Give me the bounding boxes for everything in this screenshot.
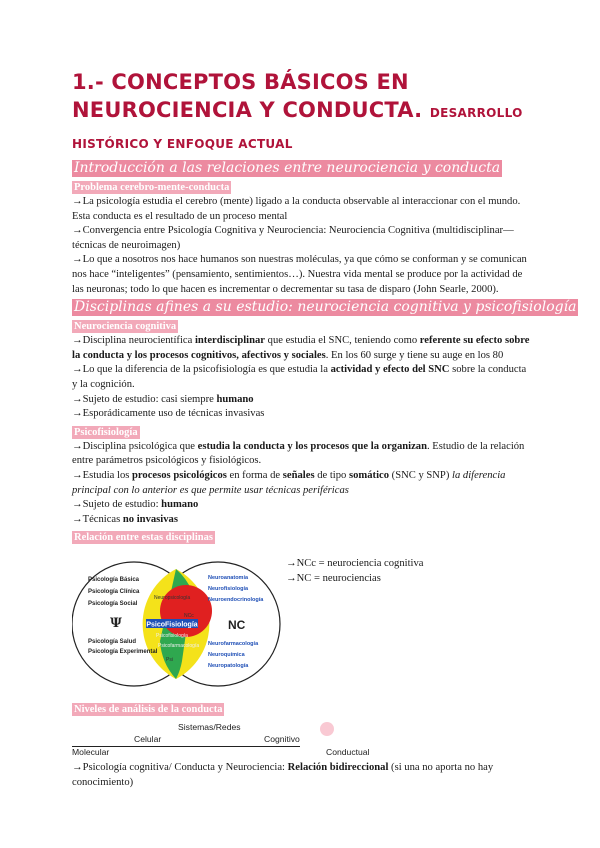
venn-red-circle: [160, 585, 212, 637]
venn-left-item-0: Psicología Básica: [88, 577, 140, 584]
levels-scale: [72, 719, 532, 761]
venn-diagram: [72, 551, 282, 697]
page-title: [72, 68, 532, 158]
title-subtitle: DESARROLLO HISTÓRICO Y ENFOQUE ACTUAL: [72, 106, 523, 151]
venn-left-item-2: Psicología Social: [88, 601, 138, 608]
paragraph-intro-1: → La psicología estudia el cerebro (mente) ligado a la conducta observable al interaccionar con el mundo. Esta conducta es el resultado de un proceso mental: [72, 195, 532, 224]
section-heading-disciplines: Disciplinas afines a su estudio: neurociencia cognitiva y psicofisiología: [74, 299, 577, 316]
venn-notes: [286, 557, 423, 586]
venn-right-item-5: Neuropatología: [208, 663, 249, 670]
paragraph-nc-2: → Lo que la diferencia de la psicofisiología es que estudia la actividad y efecto del SNC sobre la conducta y la cognición.: [72, 363, 532, 392]
venn-right-item-3: Neurofarmacología: [208, 641, 259, 648]
paragraph-intro-3: → Lo que a nosotros nos hace humanos son nuestras moléculas, ya que cómo se conforman y se comunican nos hace “inteligentes” (pensamiento, sentimientos…). Nuestra vida mental se produce por la actividad de las neuronas; todo lo que hacen es incrementar o decrementar su tasa de disparo (John Searle, 2000).: [72, 253, 532, 297]
level-molecular: Molecular: [72, 747, 110, 758]
venn-right-item-1: Neurofisiología: [208, 586, 249, 593]
venn-right-item-2: Neuroendocrinología: [208, 597, 264, 604]
venn-right-symbol: NC: [228, 618, 246, 633]
paragraph-pf-3: → Sujeto de estudio: humano: [72, 498, 532, 513]
document-page: [72, 68, 577, 790]
level-sistemas: Sistemas/Redes: [178, 722, 241, 733]
venn-center-item-0: Neuropsicología: [154, 595, 191, 602]
venn-center-item-3: Psicofarmacología: [158, 643, 200, 650]
subheading-problem: Problema cerebro-mente-conducta: [74, 182, 230, 193]
venn-left-item-4: Psicología Experimental: [88, 649, 158, 656]
level-cognitivo: Cognitivo: [264, 734, 300, 745]
section-heading-intro: Introducción a las relaciones entre neurociencia y conducta: [74, 160, 501, 176]
paragraph-nc-3: → Sujeto de estudio: casi siempre humano: [72, 393, 532, 408]
venn-center-item-1: NCc: [184, 613, 194, 620]
level-conductual: Conductual: [326, 747, 370, 758]
paragraph-intro-2: → Convergencia entre Psicología Cognitiva y Neurociencia: Neurociencia Cognitiva (multidisciplinar—técnicas de neuroimagen): [72, 224, 532, 253]
venn-center-label: PsicoFisiología: [146, 621, 198, 629]
paragraph-final: → Psicología cognitiva/ Conducta y Neurociencia: Relación bidireccional (si una no aporta no hay conocimiento): [72, 761, 532, 790]
paragraph-pf-2: → Estudia los procesos psicológicos en forma de señales de tipo somático (SNC y SNP) la diferencia principal con lo anterior es que permite usar técnicas periféricas: [72, 469, 532, 498]
paragraph-nc-1: → Disciplina neurocientífica interdisciplinar que estudia el SNC, teniendo como referente su efecto sobre la conducta y los procesos cognitivos, afectivos y sociales. En los 60 surge y tiene su auge en los 80: [72, 334, 532, 363]
venn-left-symbol: Ψ: [110, 616, 122, 632]
venn-left-item-1: Psicología Clínica: [88, 589, 140, 596]
venn-right-item-4: Neuroquímica: [208, 652, 245, 659]
levels-line: [72, 746, 300, 747]
highlight-dot: [320, 722, 334, 736]
subheading-relacion: Relación entre estas disciplinas: [74, 532, 213, 544]
venn-center-item-2: Psicofisiología: [156, 633, 188, 640]
venn-left-item-3: Psicología Salud: [88, 639, 137, 646]
title-main: 1.- CONCEPTOS BÁSICOS EN NEUROCIENCIA Y CONDUCTA.: [72, 70, 423, 122]
note-nc: → NC = neurociencias: [286, 572, 423, 587]
paragraph-nc-4: → Esporádicamente uso de técnicas invasivas: [72, 407, 532, 422]
subheading-psicofisiologia: Psicofisiología: [74, 426, 138, 438]
note-ncc: → NCc = neurociencia cognitiva: [286, 557, 423, 572]
paragraph-pf-4: → Técnicas no invasivas: [72, 513, 532, 528]
venn-center-item-4: Psi: [166, 657, 173, 664]
venn-figure: [72, 551, 532, 699]
venn-right-item-0: Neuroanatomía: [208, 575, 249, 582]
paragraph-pf-1: → Disciplina psicológica que estudia la conducta y los procesos que la organizan. Estudio de la relación entre parámetros psicológicos y fisiológicos.: [72, 440, 532, 469]
subheading-niveles: Niveles de análisis de la conducta: [74, 704, 223, 716]
level-celular: Celular: [134, 734, 162, 745]
subheading-neurociencia-cognitiva: Neurociencia cognitiva: [74, 321, 177, 333]
